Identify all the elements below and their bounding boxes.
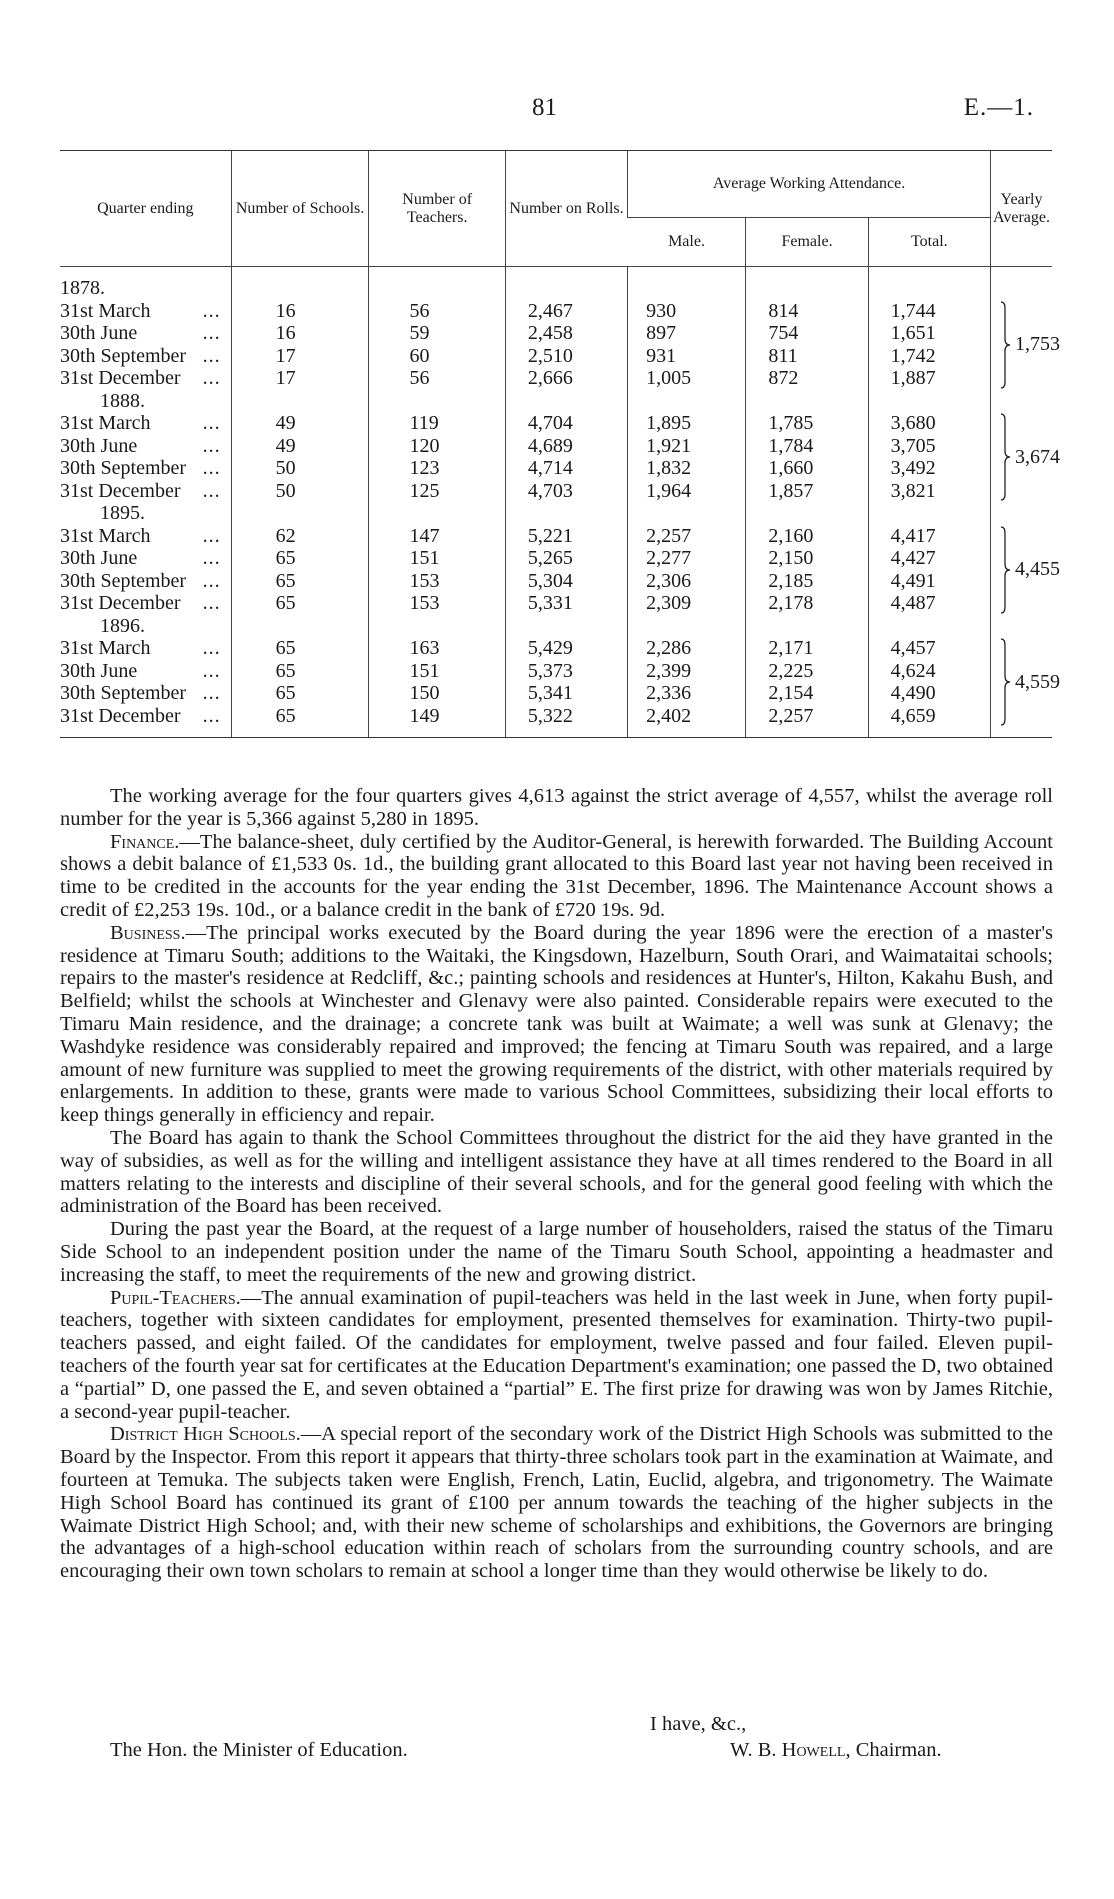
cell-rolls: 5,341: [505, 682, 627, 705]
table-row: [60, 435, 1052, 458]
cell-total: 3,680: [868, 412, 990, 435]
cell-total: 4,427: [868, 547, 990, 570]
cell-male: 930: [628, 300, 746, 323]
year-label: 1888.: [100, 389, 145, 412]
cell-female: 1,784: [746, 435, 868, 458]
yearly-average-value: 4,559: [1015, 670, 1060, 693]
cell-schools: 49: [231, 412, 369, 435]
cell-schools: 65: [231, 682, 369, 705]
attendance-table: [60, 150, 1060, 738]
cell-teachers: 56: [369, 300, 505, 323]
cell-rolls: 5,322: [505, 705, 627, 728]
table-row: [60, 637, 1052, 660]
cell-female: 2,225: [746, 660, 868, 683]
cell-yearly: [991, 682, 1053, 705]
year-label: 1895.: [100, 502, 145, 524]
table-row: [60, 480, 1052, 503]
cell-male: 2,399: [628, 660, 746, 683]
quarter-label: 31st December: [60, 367, 181, 389]
year-row: [60, 277, 1052, 300]
cell-quarter: [60, 705, 231, 728]
cell-male: 2,402: [628, 705, 746, 728]
cell-male: 1,832: [628, 457, 746, 480]
cell-female: 811: [746, 345, 868, 368]
quarter-label: 31st December: [60, 592, 181, 614]
cell-schools: 65: [231, 637, 369, 660]
paragraph-working-average: The working average for the four quarters gives 4,613 against the strict average of 4,557, whilst the average roll number for the year is 5,366 against 5,280 in 1895.: [60, 785, 1053, 830]
col-num-schools: Number of Schools.: [231, 151, 369, 267]
paragraph-business: [60, 922, 1053, 1127]
cell-male: 2,336: [628, 682, 746, 705]
cell-quarter: [60, 592, 231, 615]
cell-yearly: [991, 525, 1060, 581]
cell-male: 2,257: [628, 525, 746, 548]
cell-rolls: 2,666: [505, 367, 627, 390]
cell-teachers: 151: [369, 547, 505, 570]
cell-quarter: [60, 412, 231, 435]
quarter-label: 31st March: [60, 299, 151, 322]
cell-rolls: 4,714: [505, 457, 627, 480]
text-finance: —The balance-sheet, duly certified by the Auditor-General, is herewith forwarded. The Building Account shows a debit balance of £1,533 0s. 1d., the building grant allocated to this Board last year not having been received in time to be credited in the accounts for the year ending the 31st December, 1896. The Maintenance Account shows a credit of £2,253 19s. 10d., or a balance credit in the bank of £720 19s. 9d.: [60, 830, 1053, 921]
cell-female: 2,171: [746, 637, 868, 660]
cell-yearly: [991, 570, 1053, 593]
cell-female: 872: [746, 367, 868, 390]
table-row: [60, 300, 1052, 323]
page-code: E.—1.: [963, 94, 1034, 121]
cell-schools: 16: [231, 322, 369, 345]
cell-female: 1,785: [746, 412, 868, 435]
cell-schools: 50: [231, 480, 369, 503]
cell-male: 1,895: [628, 412, 746, 435]
year-row: [60, 615, 1052, 638]
leader-dots: ...: [202, 412, 221, 434]
cell-teachers: 163: [369, 637, 505, 660]
cell-yearly: [991, 705, 1053, 728]
cell-female: 814: [746, 300, 868, 323]
cell-quarter: [60, 547, 231, 570]
year-row: [60, 502, 1052, 525]
cell-schools: 65: [231, 570, 369, 593]
paragraph-district-high-schools: [60, 1423, 1053, 1583]
cell-total: 1,742: [868, 345, 990, 368]
cell-yearly: [991, 412, 1060, 468]
addressee: The Hon. the Minister of Education.: [110, 1739, 408, 1761]
quarter-label: 31st March: [60, 412, 151, 434]
text-pupil-teachers: —The annual examination of pupil-teachers was held in the last week in June, when forty pupil-teachers, together with sixteen candidates for employment, presented themselves for examination. Thirty-two pupil-teachers passed, and eight failed. Of the candidates for employment, twelve passed and four failed. Eleven pupil-teachers of the fourth year sat for certificates at the Education Department's examination; one passed the D, two obtained a “partial” D, one passed the E, and seven obtained a “partial” E. The first prize for drawing was won by James Ritchie, a second-year pupil-teacher.: [60, 1286, 1053, 1423]
cell-schools: 49: [231, 435, 369, 458]
cell-female: 1,857: [746, 480, 868, 503]
cell-rolls: 2,458: [505, 322, 627, 345]
cell-schools: 65: [231, 592, 369, 615]
cell-rolls: 5,373: [505, 660, 627, 683]
cell-rolls: 4,704: [505, 412, 627, 435]
cell-teachers: 59: [369, 322, 505, 345]
leader-dots: ...: [202, 457, 221, 479]
report-body: [60, 785, 1053, 1583]
leader-dots: ...: [202, 322, 221, 344]
heading-business: Business.: [110, 921, 186, 944]
cell-quarter: [60, 322, 231, 345]
quarter-label: 30th September: [60, 344, 187, 367]
cell-teachers: 56: [369, 367, 505, 390]
signature: [730, 1738, 942, 1762]
leader-dots: ...: [202, 367, 221, 389]
cell-rolls: 5,331: [505, 592, 627, 615]
cell-total: 3,821: [868, 480, 990, 503]
cell-schools: 65: [231, 705, 369, 728]
cell-rolls: 2,510: [505, 345, 627, 368]
cell-female: 2,160: [746, 525, 868, 548]
cell-female: 2,257: [746, 705, 868, 728]
cell-yearly: [991, 457, 1053, 480]
quarter-label: 30th June: [60, 547, 138, 569]
yearly-average-value: 3,674: [1015, 445, 1060, 468]
cell-total: 4,659: [868, 705, 990, 728]
cell-rolls: 5,304: [505, 570, 627, 593]
leader-dots: ...: [202, 299, 221, 322]
table-row: [60, 525, 1052, 548]
cell-yearly: [991, 300, 1060, 356]
table-row: [60, 547, 1052, 570]
quarter-label: 31st December: [60, 704, 181, 727]
cell-quarter: [60, 637, 231, 660]
leader-dots: ...: [202, 682, 221, 704]
cell-teachers: 123: [369, 457, 505, 480]
table-body: [60, 267, 1060, 738]
cell-male: 1,964: [628, 480, 746, 503]
leader-dots: ...: [202, 434, 221, 457]
leader-dots: ...: [202, 592, 221, 614]
signature-name: W. B. Howell: [730, 1739, 846, 1761]
leader-dots: ...: [202, 547, 221, 569]
year-row: [60, 390, 1052, 413]
quarter-label: 31st December: [60, 479, 181, 502]
cell-quarter: [60, 457, 231, 480]
cell-schools: 16: [231, 300, 369, 323]
cell-teachers: 119: [369, 412, 505, 435]
quarter-label: 30th June: [60, 434, 138, 457]
cell-male: 2,309: [628, 592, 746, 615]
heading-district-high-schools: District High Schools.: [110, 1423, 301, 1446]
col-num-teachers: Number of Teachers.: [369, 151, 505, 267]
heading-finance: Finance.: [110, 830, 180, 853]
paragraph-finance: [60, 831, 1053, 922]
leader-dots: ...: [202, 659, 221, 682]
cell-teachers: 149: [369, 705, 505, 728]
cell-teachers: 151: [369, 660, 505, 683]
cell-total: 4,490: [868, 682, 990, 705]
cell-yearly: [991, 435, 1053, 458]
cell-yearly: [991, 367, 1053, 390]
leader-dots: ...: [202, 344, 221, 367]
cell-rolls: 5,265: [505, 547, 627, 570]
salutation: I have, &c.,: [650, 1713, 747, 1735]
cell-quarter: [60, 570, 231, 593]
cell-quarter: [60, 480, 231, 503]
cell-yearly: [991, 345, 1053, 368]
table-row: [60, 570, 1052, 593]
cell-schools: 17: [231, 345, 369, 368]
cell-total: 4,487: [868, 592, 990, 615]
cell-total: 4,417: [868, 525, 990, 548]
cell-quarter: [60, 300, 231, 323]
col-male: Male.: [628, 218, 746, 267]
cell-male: 1,005: [628, 367, 746, 390]
cell-teachers: 153: [369, 570, 505, 593]
cell-quarter: [60, 435, 231, 458]
cell-female: 2,185: [746, 570, 868, 593]
yearly-average-value: 1,753: [1015, 333, 1060, 356]
quarter-label: 30th September: [60, 682, 187, 704]
cell-rolls: 5,429: [505, 637, 627, 660]
year-label: 1896.: [100, 614, 145, 637]
year-label: 1878.: [60, 277, 105, 299]
leader-dots: ...: [202, 569, 221, 592]
cell-male: 2,277: [628, 547, 746, 570]
page-number: 81: [532, 94, 557, 121]
quarter-label: 30th June: [60, 322, 138, 344]
cell-quarter: [60, 525, 231, 548]
cell-yearly: [991, 660, 1053, 683]
heading-pupil-teachers: Pupil-Teachers.: [110, 1286, 241, 1309]
cell-female: 2,154: [746, 682, 868, 705]
cell-total: 1,887: [868, 367, 990, 390]
table-row: [60, 705, 1052, 728]
col-yearly-average: Yearly Average.: [991, 151, 1053, 267]
cell-teachers: 147: [369, 525, 505, 548]
cell-total: 4,491: [868, 570, 990, 593]
cell-total: 3,492: [868, 457, 990, 480]
cell-total: 1,651: [868, 322, 990, 345]
cell-male: 931: [628, 345, 746, 368]
cell-yearly: [991, 637, 1060, 693]
cell-female: 2,150: [746, 547, 868, 570]
cell-schools: 17: [231, 367, 369, 390]
cell-yearly: [991, 322, 1053, 345]
text-business: —The principal works executed by the Board during the year 1896 were the erection of a master's residence at Timaru South; additions to the Waitaki, the Kingsdown, Hazelburn, South Orari, and Waimataitai schools; repairs to the master's residence at Redcliff, &c.; painting schools and residences at Hunter's, Hilton, Kakahu Bush, and Belfield; whilst the schools at Winchester and Glenavy were also painted. Considerable repairs were executed to the Timaru Main residence, and the drainage; a concrete tank was built at Waimate; a well was sunk at Glenavy; the Washdyke residence was considerably repaired and improved; the fencing at Timaru South was repaired, and a large amount of new furniture was supplied to meet the growing requirements of the district, with other materials required by enlargements. In addition to these, grants were made to various School Committees, subsidizing their local efforts to keep things generally in efficiency and repair.: [60, 921, 1053, 1127]
table-row: [60, 682, 1052, 705]
cell-yearly: [991, 547, 1053, 570]
quarter-label: 30th September: [60, 569, 187, 592]
col-total: Total.: [868, 218, 990, 267]
cell-total: 1,744: [868, 300, 990, 323]
cell-yearly: [991, 480, 1053, 503]
table-row: [60, 322, 1052, 345]
cell-schools: 62: [231, 525, 369, 548]
leader-dots: ...: [202, 524, 221, 547]
table-row: [60, 412, 1052, 435]
paragraph-thanks: The Board has again to thank the School Committees throughout the district for the aid they have granted in the way of subsidies, as well as for the willing and intelligent assistance they have at all times rendered to the Board in all matters relating to the interests and discipline of their several schools, and for the general good feeling with which the administration of the Board has been received.: [60, 1126, 1053, 1218]
leader-dots: ...: [202, 479, 221, 502]
leader-dots: ...: [202, 637, 221, 659]
cell-male: 2,306: [628, 570, 746, 593]
cell-quarter: [60, 367, 231, 390]
cell-rolls: 4,703: [505, 480, 627, 503]
table-row: [60, 345, 1052, 368]
cell-rolls: 2,467: [505, 300, 627, 323]
cell-quarter: [60, 345, 231, 368]
cell-teachers: 150: [369, 682, 505, 705]
cell-quarter: [60, 682, 231, 705]
cell-female: 2,178: [746, 592, 868, 615]
text-district-high-schools: —A special report of the secondary work of the District High Schools was submitted to the Board by the Inspector. From this report it appears that thirty-three scholars took part in the examination at Waimate, and fourteen at Temuka. The subjects taken were English, French, Latin, Euclid, algebra, and trigonometry. The Waimate High School Board has continued its grant of £100 per annum towards the teaching of the higher subjects in the Waimate District High School; and, with their new scheme of scholarships and exhibitions, the Governors are bringing the advantages of a high-school education within reach of scholars from the surrounding country schools, and are encouraging their own town scholars to remain at school a longer time than they would otherwise be likely to do.: [60, 1423, 1053, 1583]
paragraph-timaru-south: During the past year the Board, at the request of a large number of householders, raised the status of the Timaru Side School to an independent position under the name of the Timaru South School, appointing a headmaster and increasing the staff, to meet the requirements of the new and growing district.: [60, 1218, 1053, 1286]
quarter-label: 30th June: [60, 659, 138, 682]
col-group-attendance: Average Working Attendance.: [628, 151, 991, 218]
cell-quarter: [60, 660, 231, 683]
cell-schools: 65: [231, 547, 369, 570]
signature-title: , Chairman.: [845, 1739, 942, 1761]
cell-male: 1,921: [628, 435, 746, 458]
cell-teachers: 153: [369, 592, 505, 615]
quarter-label: 30th September: [60, 457, 187, 479]
col-quarter-ending: Quarter ending: [60, 151, 231, 267]
col-num-rolls: Number on Rolls.: [505, 151, 627, 267]
cell-female: 754: [746, 322, 868, 345]
table-row: [60, 367, 1052, 390]
cell-teachers: 120: [369, 435, 505, 458]
cell-yearly: [991, 592, 1053, 615]
yearly-average-value: 4,455: [1015, 558, 1060, 581]
table-row: [60, 457, 1052, 480]
col-female: Female.: [746, 218, 868, 267]
table-row: [60, 592, 1052, 615]
leader-dots: ...: [202, 704, 221, 727]
page-header: [0, 78, 1114, 121]
cell-male: 2,286: [628, 637, 746, 660]
cell-schools: 50: [231, 457, 369, 480]
cell-schools: 65: [231, 660, 369, 683]
cell-total: 4,624: [868, 660, 990, 683]
cell-female: 1,660: [746, 457, 868, 480]
cell-teachers: 125: [369, 480, 505, 503]
paragraph-pupil-teachers: [60, 1287, 1053, 1424]
cell-rolls: 5,221: [505, 525, 627, 548]
cell-male: 897: [628, 322, 746, 345]
table-row: [60, 660, 1052, 683]
cell-teachers: 60: [369, 345, 505, 368]
cell-total: 4,457: [868, 637, 990, 660]
cell-total: 3,705: [868, 435, 990, 458]
cell-rolls: 4,689: [505, 435, 627, 458]
quarter-label: 31st March: [60, 637, 151, 659]
quarter-label: 31st March: [60, 524, 151, 547]
